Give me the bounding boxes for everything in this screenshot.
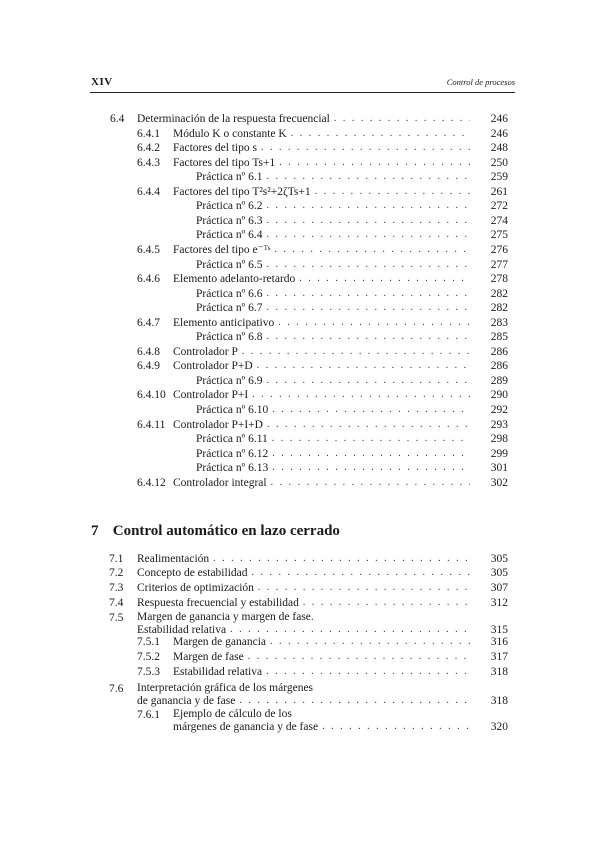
toc-entry-title: Controlador P+D [173,360,253,373]
leader-dots [272,461,470,475]
toc-entry-number: 7.1 [109,553,124,565]
toc-entry-page: 286 [490,345,508,358]
toc-entry-page: 302 [490,476,508,489]
toc-entry-title: Elemento adelanto-retardo [173,273,296,286]
toc-entry-number: 7.3 [109,582,124,594]
toc-entry [110,127,508,141]
toc-entry-leader [196,214,470,228]
toc-entry-leader [137,581,470,595]
toc-entry-title: Estabilidad relativa [173,666,263,678]
toc-entry-number: 6.4.8 [137,345,160,358]
toc-entry-number: 7.6.1 [137,709,160,721]
toc-entry-page: 261 [490,185,508,198]
toc-entry-title: Práctica nº 6.2 [196,200,263,213]
toc-entry-title: Práctica nº 6.4 [196,229,263,242]
toc-entry-page: 285 [490,331,508,344]
toc-entry-page: 316 [490,636,508,648]
toc-entry [110,432,508,446]
toc-entry-page: 277 [490,258,508,271]
toc-entry-title: Realimentación [137,553,210,565]
toc-entry-page: 274 [490,214,508,227]
toc-entry-page: 289 [490,374,508,387]
leader-dots [242,345,470,359]
toc-entry-title: Controlador P+I [173,389,249,402]
leader-dots [266,199,470,213]
toc-entry-title: Margen de ganancia [173,636,267,648]
toc-entry-page: 320 [490,721,508,733]
toc-entry-page: 283 [490,316,508,329]
leader-dots [291,127,470,141]
toc-entry [110,112,508,126]
page-header-right: Control de procesos [446,77,515,87]
leader-dots [272,447,470,461]
toc-entry-leader [173,665,470,679]
toc-entry-page: 246 [490,113,508,125]
toc-entry-page: 282 [490,287,508,300]
toc-entry [110,170,508,184]
toc-entry-leader [196,287,470,301]
toc-entry-leader [173,272,470,286]
toc-entry-number: 6.4.10 [137,389,166,402]
toc-entry-page: 301 [490,462,508,475]
toc-entry-title-cont: Estabilidad relativa [137,624,227,636]
chapter-number: 7 [91,523,99,539]
toc-entry-leader [173,476,470,490]
toc-entry [110,141,508,155]
leader-dots [266,258,470,272]
toc-entry-leader [173,359,470,373]
toc-entry-title: Práctica nº 6.8 [196,331,263,344]
toc-entry-title: Módulo K o constante K [173,127,287,140]
toc-entry-leader [173,720,470,734]
toc-entry [110,243,508,257]
toc-entry-page: 250 [490,156,508,169]
toc-entry-number: 6.4 [110,113,125,125]
toc-entry-number: 6.4.12 [137,476,166,489]
leader-dots [303,596,470,610]
toc-entry-title: Controlador integral [173,476,267,489]
toc-entry-number: 6.4.6 [137,273,160,286]
leader-dots [252,566,471,580]
chapter-heading [91,523,340,540]
toc-entry [110,287,508,301]
toc-entry-title: Controlador P+I+D [173,418,263,431]
toc-entry-page: 292 [490,404,508,416]
toc-entry-page: 312 [490,597,508,609]
toc-entry-page: 248 [490,142,508,155]
toc-entry-page: 293 [490,418,508,431]
toc-entry-number: 6.4.9 [137,360,160,373]
leader-dots [299,272,470,286]
toc-entry-title: Margen de ganancia y margen de fase. [137,611,314,623]
toc-entry [110,388,508,402]
toc-entry-leader [137,694,470,708]
toc-entry-number: 6.4.2 [137,142,160,155]
toc-entry-title: Práctica nº 6.5 [196,258,263,271]
toc-entry [110,345,508,359]
toc-entry-leader [173,650,470,664]
leader-dots [266,330,470,344]
toc-entry-title: Práctica nº 6.7 [196,302,263,315]
toc-entry [110,301,508,315]
toc-entry-title: Práctica nº 6.6 [196,287,263,300]
toc-entry-title-cont: de ganancia y de fase [137,695,236,707]
leader-dots [279,156,470,170]
leader-dots [261,141,470,155]
toc-entry-page: 282 [490,302,508,315]
toc-entry-leader [137,112,470,126]
leader-dots [266,228,470,242]
toc-entry-leader [196,374,470,388]
toc-entry-title: Práctica nº 6.12 [196,447,269,460]
toc-entry-title: Respuesta frecuencial y estabilidad [137,597,299,609]
toc-entry-title: Criterios de optimización [137,582,254,594]
toc-entry-leader [173,418,470,432]
toc-entry [109,581,508,595]
leader-dots [239,694,470,708]
toc-entry-page: 259 [490,171,508,184]
leader-dots [252,388,470,402]
toc-entry-title: Ejemplo de cálculo de los [173,708,292,720]
toc-entry [110,156,508,170]
leader-dots [266,214,470,228]
toc-entry-page: 318 [490,695,508,707]
toc-entry-title: Práctica nº 6.11 [196,433,268,446]
toc-entry-title: Controlador P [173,345,238,358]
toc-entry-leader [173,185,470,199]
toc-entry [110,330,508,344]
toc-entry-page: 290 [490,389,508,402]
leader-dots [272,432,470,446]
toc-entry [110,476,508,490]
toc-entry-page: 298 [490,433,508,446]
toc-entry-leader [196,258,470,272]
toc-entry [110,214,508,228]
toc-entry [110,447,508,461]
toc-entry-number: 7.5.3 [137,666,160,678]
toc-entry [110,403,508,417]
toc-entry [110,461,508,475]
leader-dots [274,243,470,257]
toc-entry-number: 7.2 [109,567,124,579]
leader-dots [257,359,470,373]
toc-entry-leader [173,243,470,257]
toc-entry [109,635,508,649]
toc-entry [110,374,508,388]
toc-entry-page: 272 [490,200,508,213]
leader-dots [266,665,470,679]
leader-dots [266,374,470,388]
toc-entry-title: Factores del tipo s [173,142,257,155]
leader-dots [271,476,470,490]
toc-entry [110,185,508,199]
toc-entry-page: 276 [490,243,508,256]
leader-dots [258,581,470,595]
chapter-title: Control automático en lazo cerrado [112,523,340,539]
toc-entry [110,316,508,330]
toc-entry [109,708,508,736]
toc-entry-page: 317 [490,651,508,663]
toc-entry-leader [173,635,470,649]
toc-entry [110,418,508,432]
toc-entry [109,665,508,679]
leader-dots [266,301,470,315]
toc-entry-title: Práctica nº 6.13 [196,462,269,475]
toc-entry-title: Práctica nº 6.3 [196,214,263,227]
toc-entry [109,566,508,580]
toc-entry-page: 275 [490,229,508,242]
toc-entry-number: 6.4.11 [137,418,166,431]
toc-entry-leader [196,301,470,315]
toc-entry-leader [196,170,470,184]
toc-entry-number: 6.4.4 [137,185,160,198]
toc-entry-leader [173,127,470,141]
toc-entry [110,258,508,272]
toc-entry [110,228,508,242]
page-header-left: XIV [91,76,113,88]
toc-entry-leader [173,316,470,330]
toc-entry [109,650,508,664]
toc-entry-page: 299 [490,447,508,460]
leader-dots [315,185,470,199]
toc-entry-leader [137,566,470,580]
toc-entry-title: Práctica nº 6.1 [196,171,263,184]
leader-dots [248,650,470,664]
toc-entry [109,552,508,566]
toc-entry [110,199,508,213]
toc-entry [110,272,508,286]
toc-entry-leader [196,432,470,446]
toc-entry-page: 278 [490,273,508,286]
toc-entry-leader [173,141,470,155]
toc-entry-number: 6.4.7 [137,316,160,329]
leader-dots [270,635,470,649]
toc-entry-number: 6.4.1 [137,127,160,140]
toc-entry-title-cont: márgenes de ganancia y de fase [173,721,319,733]
toc-entry-leader [173,345,470,359]
toc-entry-page: 246 [490,127,508,140]
leader-dots [334,112,470,126]
toc-entry-leader [196,228,470,242]
toc-entry-number: 7.5.1 [137,636,160,648]
toc-entry-leader [137,552,470,566]
toc-entry-number: 7.5.2 [137,651,160,663]
leader-dots [278,316,470,330]
toc-entry-title: Práctica nº 6.9 [196,374,263,387]
toc-entry-title: Elemento anticipativo [173,316,275,329]
toc-entry-page: 318 [490,666,508,678]
leader-dots [272,403,470,417]
toc-entry-title: Concepto de estabilidad [137,567,248,579]
toc-entry-number: 7.5 [109,612,124,624]
toc-entry-title: Interpretación gráfica de los márgenes [137,682,314,694]
toc-entry-leader [196,403,470,417]
toc-entry-page: 286 [490,360,508,373]
toc-entry [110,359,508,373]
toc-entry-number: 7.4 [109,597,124,609]
toc-entry-number: 6.4.3 [137,156,160,169]
toc-entry-leader [196,330,470,344]
toc-entry-leader [196,461,470,475]
toc-entry-leader [173,388,470,402]
leader-dots [266,170,470,184]
toc-entry-page: 315 [490,624,508,636]
leader-dots [267,418,470,432]
toc-entry [109,682,508,710]
leader-dots [213,552,470,566]
toc-entry-leader [196,199,470,213]
leader-dots [266,287,470,301]
toc-entry-page: 305 [490,567,508,579]
toc-entry-title: Práctica nº 6.10 [196,404,269,416]
header-rule [90,92,515,93]
toc-entry-leader [196,447,470,461]
toc-entry-leader [137,596,470,610]
leader-dots [322,720,470,734]
toc-entry-title: Factores del tipo T²s²+2ζTs+1 [173,185,311,198]
toc-entry-title: Determinación de la respuesta frecuencial [137,113,330,125]
toc-entry-page: 305 [490,553,508,565]
toc-entry [109,596,508,610]
toc-entry-title: Margen de fase [173,651,244,663]
toc-entry-number: 7.6 [109,683,124,695]
toc-entry-title: Factores del tipo Ts+1 [173,156,276,169]
toc-entry-leader [173,156,470,170]
toc-entry-number: 6.4.5 [137,243,160,256]
toc-entry-title: Factores del tipo e⁻ᵀˢ [173,243,271,256]
toc-entry-page: 307 [490,582,508,594]
